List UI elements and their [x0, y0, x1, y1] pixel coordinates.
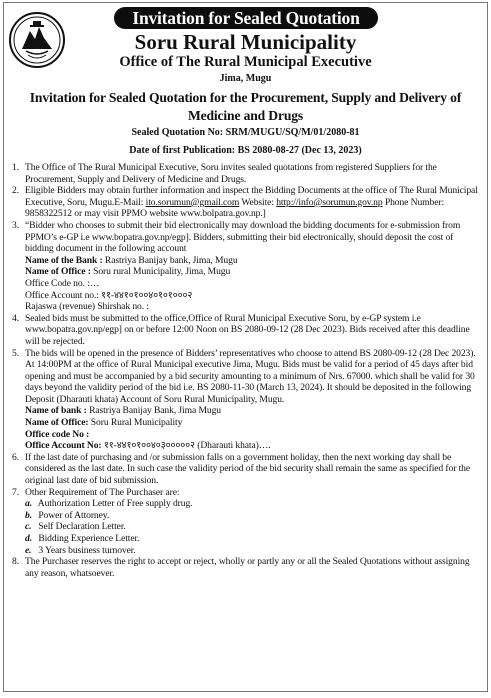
item-number: 7. — [12, 486, 19, 498]
requirement-letter: e. — [25, 544, 32, 556]
requirement-letter: c. — [25, 521, 32, 533]
bank-line — [25, 405, 484, 417]
item-text: Eligible Bidders may obtain further information and inspect the Bidding Documents at the office of The Rural Municipal Executive, Soru, Mugu.E-Mail: — [25, 185, 478, 208]
notice-page — [3, 2, 488, 692]
office-line — [25, 266, 484, 278]
item-text: The Purchaser reserves the right to accept or reject, wholly or partly any or all the Sealed Quotations without assigning any reason, whatsoever. — [25, 556, 470, 579]
list-item — [12, 185, 484, 220]
item-text: If the last date of purchasing and /or submission falls on a government holiday, then the next working day shall be considered as the last date. In such case the validity period of the bid security shall remain the same as specified for the original last date of bid submission. — [25, 451, 471, 487]
account-label: Office Account No: — [25, 440, 102, 452]
list-item — [12, 220, 484, 313]
office-value: Soru Rural Municipality — [88, 417, 183, 429]
bank-line — [25, 255, 484, 267]
item-text: Website: — [239, 196, 277, 208]
requirement-item — [25, 533, 484, 545]
banner-title: Invitation for Sealed Quotation — [114, 7, 378, 29]
revenue-line: Rajaswa (revenue) Shirshak no. : — [25, 301, 149, 313]
office-line — [25, 417, 484, 429]
item-text: Sealed bids must be submitted to the office,Office of Rural Municipal Executive Soru, by e-GP system i.e www.bopatra.gov.np/egp] on or before 12:00 Noon on BS 2080-09-12 (28 Dec 2023). Bids received after this deadline will be rejected. — [25, 312, 470, 347]
item-text: Phone Number: 9858322512 or may visit PPMO website www.bolpatra.gov.np.] — [25, 196, 445, 220]
bank-label: Name of bank : — [25, 405, 87, 417]
item-text: “Bidder who chooses to submit their bid electronically may download the bidding documents for e-submission from PPMO’s e-GP i.e www.bopatra.gov.np/egp]. Bidders, submitting their bid electronically, should deposit the cost of bidding document in the following account — [25, 219, 461, 255]
requirement-text: 3 Years business turnover. — [38, 544, 136, 556]
requirement-text: Self Declaration Letter. — [38, 521, 126, 533]
list-item — [12, 348, 484, 452]
notice-items — [12, 162, 484, 579]
item-number: 4. — [12, 312, 19, 324]
requirement-item — [25, 521, 484, 533]
account-line — [25, 440, 484, 452]
item-text: Other Requirement of The Purchaser are: — [25, 486, 180, 498]
item-number: 3. — [12, 219, 19, 231]
quotation-number: Sealed Quotation No: SRM/MUGU/SQ/M/01/2080-81 — [131, 127, 360, 138]
office-value: Soru rural Municipality, Jima, Mugu — [90, 266, 231, 278]
website-link[interactable]: http://info@sorumun.gov.np — [276, 196, 383, 208]
requirement-letter: a. — [25, 498, 32, 510]
requirement-text: Power of Attorney. — [38, 509, 110, 521]
location: Jima, Mugu — [219, 73, 272, 84]
notice-title: Invitation for Sealed Quotation for the Procurement, Supply and Delivery of Medicine and Drugs — [29, 90, 462, 123]
item-number: 2. — [12, 185, 19, 197]
list-item — [12, 313, 484, 348]
office-label: Name of Office: — [25, 417, 89, 429]
bank-label: Name of the Bank : — [25, 254, 103, 266]
publication-date: Date of first Publication: BS 2080-08-27 (Dec 13, 2023) — [129, 145, 362, 156]
office-name: Office of The Rural Municipal Executive — [119, 54, 372, 70]
requirement-item — [25, 498, 484, 510]
requirement-text: Authorization Letter of Free supply drug. — [37, 498, 193, 510]
item-number: 8. — [12, 556, 19, 568]
bank-value: Rastriya Banijay bank, Jima, Mugu — [102, 254, 238, 266]
bank-value: Rastriya Banijay Bank, Jima Mugu — [86, 405, 221, 417]
requirement-text: Bidding Experience Letter. — [38, 533, 140, 544]
email-link[interactable]: ito.sorumun@gmail.com — [145, 196, 240, 208]
item-number: 5. — [12, 347, 19, 359]
item-text: The Office of The Rural Municipal Executive, Soru invites sealed quotations from registered Suppliers for the Procurement, Supply and Delivery of Medicine and Drugs. — [25, 162, 437, 185]
requirement-letter: d. — [25, 533, 32, 544]
account-value: ११-४४१०१००४०३०००००२ (Dharauti khata)…. — [101, 440, 271, 452]
requirement-item — [25, 545, 484, 557]
office-label: Name of Office : — [25, 266, 91, 278]
requirement-letter: b. — [25, 509, 32, 521]
item-number: 6. — [12, 451, 19, 463]
account-number: Office Account no.: ११-४४१०१००४०१०१०००२ — [25, 289, 193, 301]
list-item — [12, 452, 484, 487]
list-item — [12, 487, 484, 557]
municipality-name: Soru Rural Municipality — [134, 30, 357, 54]
office-code: Office Code no. :… — [25, 277, 100, 289]
item-number: 1. — [12, 162, 19, 173]
item-text: The bids will be opened in the presence of Bidders’ representatives who choose to attend BS 2080-09-12 (28 Dec 2023). At 14:00PM at the office of Rural Municipal executive Jima, Mugu. Bids must be valid for a period of 45 days after bid opening and must be accompanied by a bid security amounting to a minimum of Nrs. 67000. which shall be valid for 30 days beyond the validity period of the bid i.e. BS 2080-11-30 (March 13, 2024). It should be deposited in the following Deposit (Dharauti khata) Account of Soru Rural Municipality, Mugu. — [25, 347, 476, 405]
list-item — [12, 556, 484, 579]
office-code-label: Office code No : — [25, 428, 90, 440]
requirement-item — [25, 510, 484, 522]
list-item — [12, 162, 484, 185]
